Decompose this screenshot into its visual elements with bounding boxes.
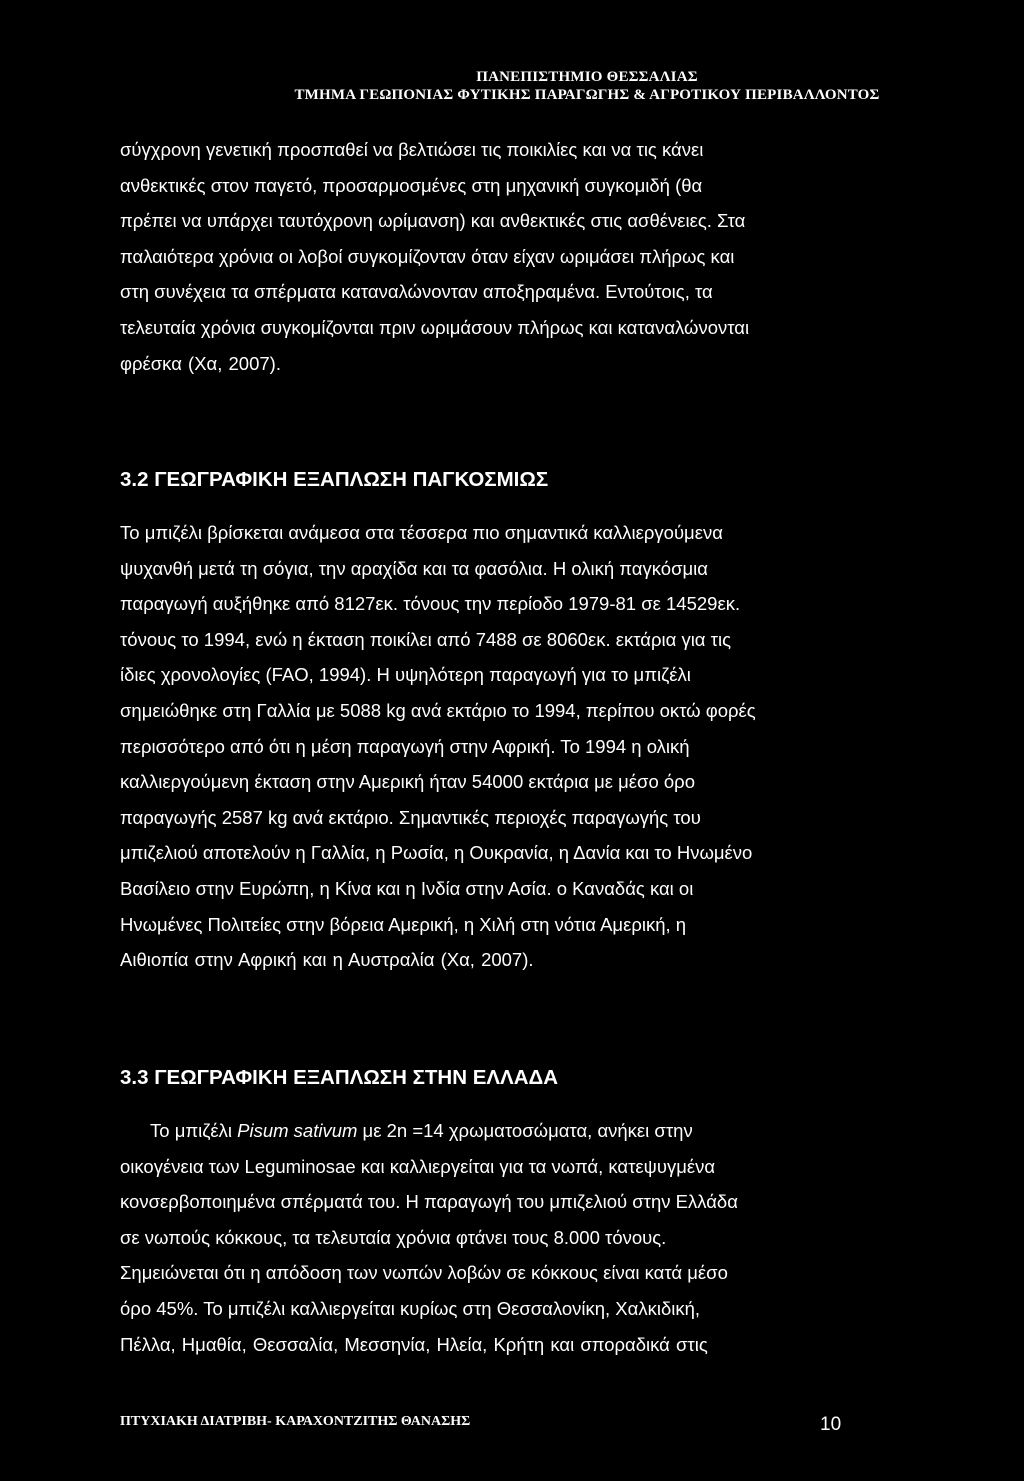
header-university: ΠΑΝΕΠΙΣΤΗΜΙΟ ΘΕΣΣΑΛΙΑΣ xyxy=(476,69,698,85)
paragraph-line: παλαιότερα χρόνια οι λοβοί συγκομίζονταν όταν είχαν ωριμάσει πλήρως και xyxy=(120,245,735,267)
section-3-2-heading: 3.2 ΓΕΩΓΡΑΦΙΚΗ ΕΞΑΠΛΩΣΗ ΠΑΓΚΟΣΜΙΩΣ xyxy=(120,468,549,491)
text-run: με 2n =14 χρωματοσώματα, ανήκει στην xyxy=(357,1120,693,1141)
paragraph-line: ίδιες χρονολογίες (FAO, 1994). Η υψηλότερη παραγωγή για το μπιζέλι xyxy=(120,664,691,686)
section-3-3-body xyxy=(120,1113,842,1362)
paragraph-line: Αιθιοπία στην Αφρική και η Αυστραλία (Χα, 2007). xyxy=(120,949,534,971)
paragraph-line: μπιζελιού αποτελούν η Γαλλία, η Ρωσία, η Ουκρανία, η Δανία και το Ηνωμένο xyxy=(120,842,753,864)
paragraph-line: σε νωπούς κόκκους, τα τελευταία χρόνια φτάνει τους 8.000 τόνους. xyxy=(120,1226,667,1248)
paragraph-line: Πέλλα, Ημαθία, Θεσσαλία, Μεσσηνία, Ηλεία, Κρήτη και σποραδικά στις xyxy=(120,1333,708,1355)
section-3-3-heading: 3.3 ΓΕΩΓΡΑΦΙΚΗ ΕΞΑΠΛΩΣΗ ΣΤΗΝ ΕΛΛΑΔΑ xyxy=(120,1066,559,1089)
paragraph-line xyxy=(120,1113,842,1149)
section-3-2-body xyxy=(120,515,844,978)
paragraph-line: Βασίλειο στην Ευρώπη, η Κίνα και η Ινδία στην Ασία. ο Καναδάς και οι xyxy=(120,877,694,899)
paragraph-line: περισσότερο από ότι η μέση παραγωγή στην Αφρική. Το 1994 η ολική xyxy=(120,735,690,757)
species-name: Pisum sativum xyxy=(237,1120,358,1141)
paragraph-line: στη συνέχεια τα σπέρματα καταναλώνονταν αποξηραμένα. Εντούτοις, τα xyxy=(120,281,713,303)
paragraph-line: σύγχρονη γενετική προσπαθεί να βελτιώσει τις ποικιλίες και να τις κάνει xyxy=(120,139,704,160)
page-number: 10 xyxy=(820,1414,842,1435)
page-header xyxy=(0,68,1024,104)
paragraph-line: καλλιεργούμενη έκταση στην Αμερική ήταν 54000 εκτάρια με μέσο όρο xyxy=(120,771,695,793)
paragraph-line: Ηνωμένες Πολιτείες στην βόρεια Αμερική, η Χιλή στη νότια Αμερική, η xyxy=(120,913,687,935)
paragraph-line: κονσερβοποιημένα σπέρματά του. Η παραγωγή του μπιζελιού στην Ελλάδα xyxy=(120,1191,738,1213)
paragraph-line: παραγωγής 2587 kg ανά εκτάριο. Σημαντικές περιοχές παραγωγής του xyxy=(120,806,701,828)
paragraph-line: παραγωγή αυξήθηκε από 8127εκ. τόνους την περίοδο 1979-81 σε 14529εκ. xyxy=(120,593,741,615)
paragraph-1 xyxy=(120,132,840,381)
paragraph-line: οικογένεια των Leguminosae και καλλιεργείται για τα νωπά, κατεψυγμένα xyxy=(120,1155,716,1177)
paragraph-line: Σημειώνεται ότι η απόδοση των νωπών λοβών σε κόκκους είναι κατά μέσο xyxy=(120,1262,728,1284)
paragraph-line: σημειώθηκε στη Γαλλία με 5088 kg ανά εκτάριο το 1994, περίπου οκτώ φορές xyxy=(120,699,756,721)
paragraph-line: ανθεκτικές στον παγετό, προσαρμοσμένες στη μηχανική συγκομιδή (θα xyxy=(120,174,703,196)
paragraph-line: ψυχανθή μετά τη σόγια, την αραχίδα και τα φασόλια. Η ολική παγκόσμια xyxy=(120,557,708,579)
paragraph-line: πρέπει να υπάρχει ταυτόχρονη ωρίμανση) και ανθεκτικές στις ασθένειες. Στα xyxy=(120,210,746,232)
paragraph-line: τόνους το 1994, ενώ η έκταση ποικίλει από 7488 σε 8060εκ. εκτάρια για τις xyxy=(120,628,731,650)
paragraph-line: φρέσκα (Χα, 2007). xyxy=(120,352,281,374)
paragraph-line: όρο 45%. Το μπιζέλι καλλιεργείται κυρίως στη Θεσσαλονίκη, Χαλκιδική, xyxy=(120,1297,701,1319)
text-run: Το μπιζέλι xyxy=(150,1120,238,1141)
paragraph-line: Το μπιζέλι βρίσκεται ανάμεσα στα τέσσερα πιο σημαντικά καλλιεργούμενα xyxy=(120,522,723,543)
page-footer: ΠΤΥΧΙΑΚΗ ΔΙΑΤΡΙΒΗ- ΚΑΡΑΧΟΝΤΖΙΤΗΣ ΘΑΝΑΣΗΣ xyxy=(120,1414,471,1429)
paragraph-line: τελευταία χρόνια συγκομίζονται πριν ωριμάσουν πλήρως και καταναλώνονται xyxy=(120,316,750,338)
header-department: ΤΜΗΜΑ ΓΕΩΠΟΝΙΑΣ ΦΥΤΙΚΗΣ ΠΑΡΑΓΩΓΗΣ & ΑΓΡΟΤΙΚΟΥ ΠΕΡΙΒΑΛΛΟΝΤΟΣ xyxy=(294,87,880,103)
